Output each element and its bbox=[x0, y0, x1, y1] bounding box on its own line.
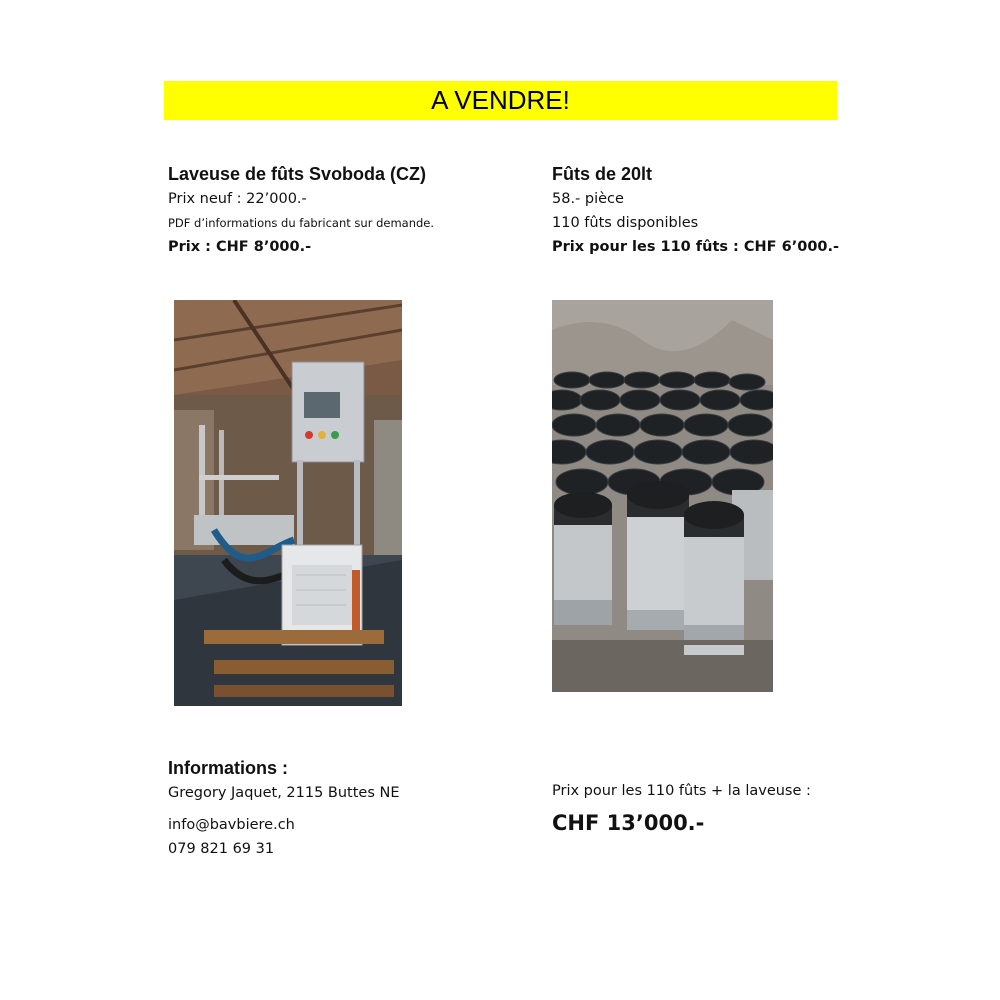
keg-washer-photo bbox=[174, 300, 402, 706]
bundle-label: Prix pour les 110 fûts + la laveuse : bbox=[552, 783, 811, 799]
washer-pdf-note: PDF d’informations du fabricant sur demande. bbox=[168, 216, 435, 230]
kegs-title: Fûts de 20lt bbox=[552, 164, 653, 184]
contact-email[interactable]: info@bavbiere.ch bbox=[168, 817, 295, 833]
sale-banner bbox=[164, 81, 837, 120]
bundle-offer bbox=[552, 779, 882, 837]
washer-price: Prix : CHF 8’000.- bbox=[168, 239, 312, 255]
contact-name-address: Gregory Jaquet, 2115 Buttes NE bbox=[168, 785, 400, 801]
washer-info bbox=[168, 163, 508, 259]
kegs-unit-price: 58.- pièce bbox=[552, 191, 624, 207]
kegs-photo bbox=[552, 300, 773, 692]
washer-title: Laveuse de fûts Svoboda (CZ) bbox=[168, 164, 427, 184]
contact-heading: Informations : bbox=[168, 758, 288, 778]
washer-new-price: Prix neuf : 22’000.- bbox=[168, 191, 307, 207]
contact-info bbox=[168, 757, 508, 861]
contact-phone[interactable]: 079 821 69 31 bbox=[168, 841, 275, 857]
bundle-price: CHF 13’000.- bbox=[552, 811, 705, 835]
kegs-available: 110 fûts disponibles bbox=[552, 215, 699, 231]
banner-title: A VENDRE! bbox=[431, 85, 570, 115]
kegs-price: Prix pour les 110 fûts : CHF 6’000.- bbox=[552, 239, 840, 255]
kegs-info bbox=[552, 163, 872, 259]
